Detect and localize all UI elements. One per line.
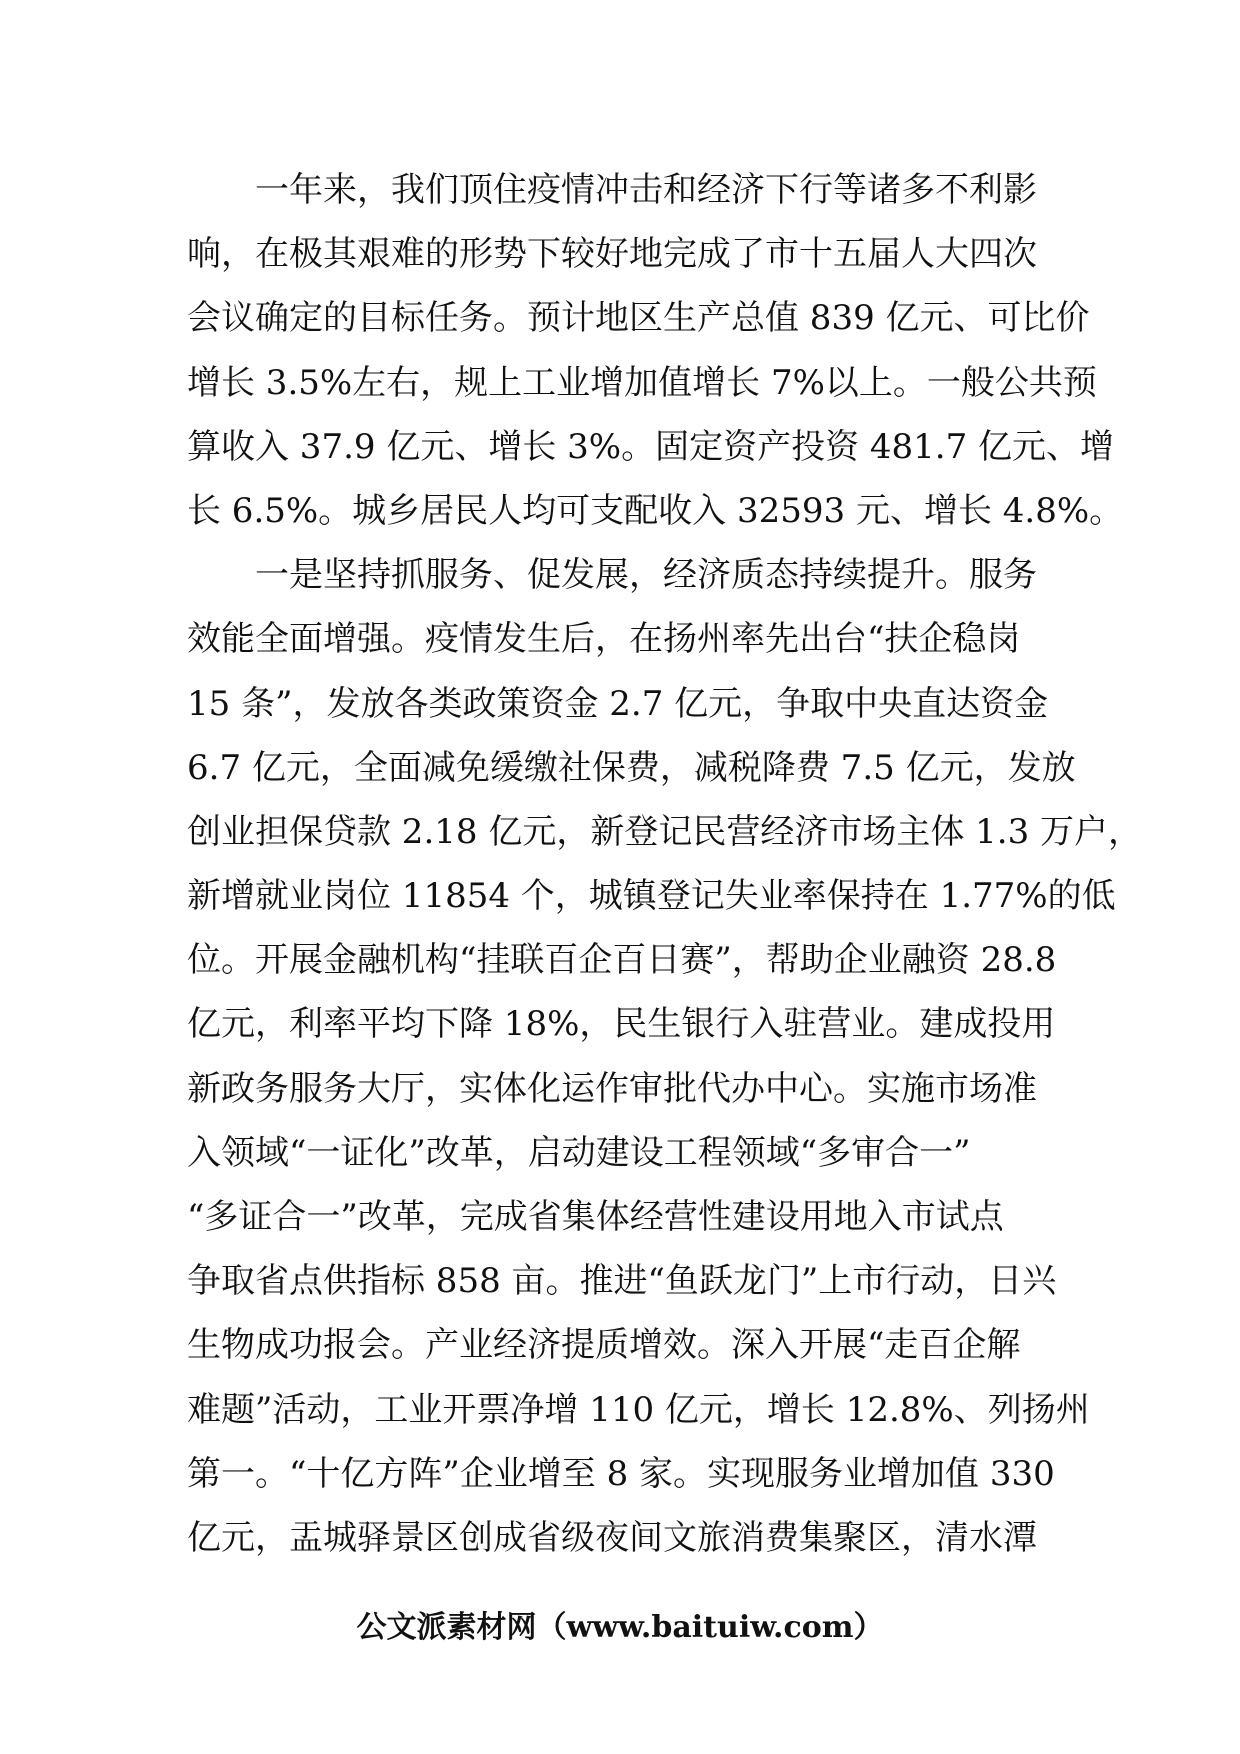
text-line: 长 6.5%。城乡居民人均可支配收入 32593 元、增长 4.8%。 <box>187 490 1124 531</box>
text-line: 位。开展金融机构“挂联百企百日赛”，帮助企业融资 28.8 <box>187 940 1057 981</box>
text-line: 新政务服务大厅，实体化运作审批代办中心。实施市场准 <box>187 1068 1037 1109</box>
text-line: 第一。“十亿方阵”企业增至 8 家。实现服务业增加值 330 <box>187 1453 1055 1494</box>
text-line: 响，在极其艰难的形势下较好地完成了市十五届人大四次 <box>187 234 1037 275</box>
text-line: 入领域“一证化”改革，启动建设工程领域“多审合一” <box>187 1132 971 1173</box>
text-line: 难题”活动，工业开票净增 110 亿元，增长 12.8%、列扬州 <box>187 1389 1090 1430</box>
page-footer-watermark: 公文派素材网（www.baituiw.com） <box>356 1610 884 1645</box>
text-line: 6.7 亿元，全面减免缓缴社保费，减税降费 7.5 亿元，发放 <box>187 747 1076 788</box>
text-line: 一年来，我们顶住疫情冲击和经济下行等诸多不利影 <box>187 170 1037 210</box>
text-line: 算收入 37.9 亿元、增长 3%。固定资产投资 481.7 亿元、增 <box>187 426 1115 467</box>
text-line: 亿元，利率平均下降 18%，民生银行入驻营业。建成投用 <box>187 1004 1056 1045</box>
text-line: “多证合一”改革，完成省集体经营性建设用地入市试点 <box>187 1197 1004 1237</box>
text-line: 亿元，盂城驿景区创成省级夜间文旅消费集聚区，清水潭 <box>187 1517 1037 1558</box>
text-line: 一是坚持抓服务、促发展，经济质态持续提升。服务 <box>187 555 1037 596</box>
body-text <box>187 158 1143 1570</box>
text-line: 新增就业岗位 11854 个，城镇登记失业率保持在 1.77%的低 <box>187 876 1116 917</box>
text-line: 会议确定的目标任务。预计地区生产总值 839 亿元、可比价 <box>187 298 1090 339</box>
text-line: 效能全面增强。疫情发生后，在扬州率先出台“扶企稳岗 <box>187 619 1021 660</box>
text-line: 生物成功报会。产业经济提质增效。深入开展“走百企解 <box>187 1325 1021 1366</box>
text-line: 增长 3.5%左右，规上工业增加值增长 7%以上。一般公共预 <box>187 362 1097 403</box>
text-line: 创业担保贷款 2.18 亿元，新登记民营经济市场主体 1.3 万户， <box>187 811 1143 852</box>
text-line: 15 条”，发放各类政策资金 2.7 亿元，争取中央直达资金 <box>187 683 1049 724</box>
text-line: 争取省点供指标 858 亩。推进“鱼跃龙门”上市行动，日兴 <box>187 1261 1057 1302</box>
